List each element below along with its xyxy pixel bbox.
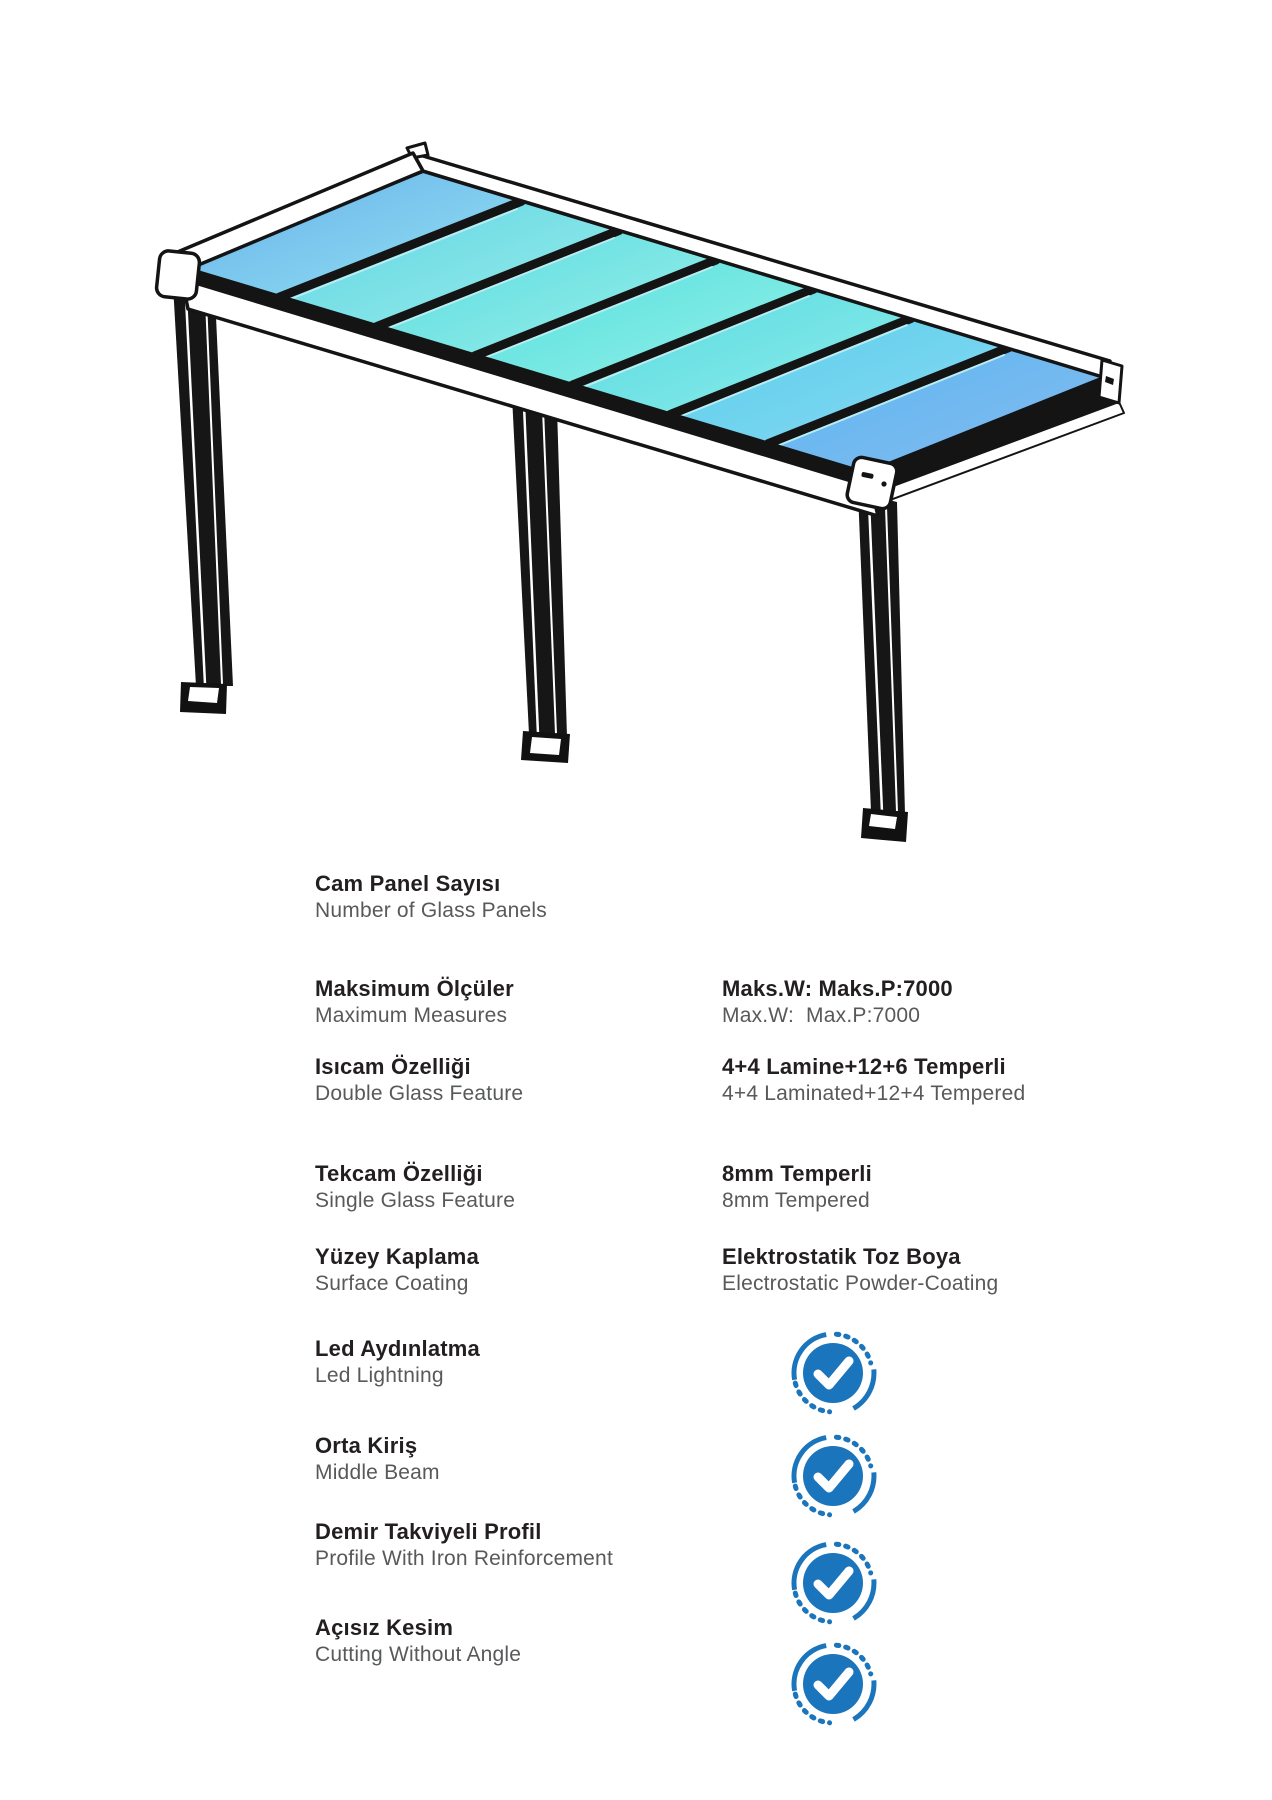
spec-title-tr: Cam Panel Sayısı — [315, 871, 501, 896]
spec-title-en: Profile With Iron Reinforcement — [315, 1547, 613, 1570]
spec-row-double-glass — [315, 1053, 715, 1107]
spec-title-tr: Isıcam Özelliği — [315, 1054, 471, 1079]
spec-title-en: Maximum Measures — [315, 1004, 508, 1027]
spec-title-tr: Led Aydınlatma — [315, 1336, 480, 1361]
spec-title-en: Number of Glass Panels — [315, 899, 547, 922]
spec-value-surface-coating — [722, 1243, 1182, 1297]
spec-title-en: Led Lightning — [315, 1364, 444, 1387]
spec-row-glass-panels — [315, 870, 715, 924]
spec-value-en: 8mm Tempered — [722, 1189, 870, 1212]
spec-title-tr: Maksimum Ölçüler — [315, 976, 514, 1001]
check-badge-icon — [789, 1640, 877, 1728]
check-badge-icon — [789, 1539, 877, 1627]
front-right-joint — [846, 456, 899, 510]
spec-value-en: Max.W: Max.P:7000 — [722, 1004, 921, 1027]
spec-title-tr: Açısız Kesim — [315, 1615, 454, 1640]
spec-value-max-measures — [722, 975, 1182, 1029]
spec-title-en: Single Glass Feature — [315, 1189, 516, 1212]
spec-value-en: 4+4 Laminated+12+4 Tempered — [722, 1082, 1026, 1105]
spec-row-max-measures — [315, 975, 715, 1029]
spec-value-en: Electrostatic Powder-Coating — [722, 1272, 999, 1295]
spec-title-en: Cutting Without Angle — [315, 1643, 522, 1666]
spec-title-tr: Orta Kiriş — [315, 1433, 418, 1458]
spec-value-single-glass — [722, 1160, 1182, 1214]
spec-row-surface-coating — [315, 1243, 715, 1297]
spec-title-tr: Demir Takviyeli Profil — [315, 1519, 542, 1544]
spec-value-tr: 8mm Temperli — [722, 1161, 872, 1186]
spec-title-en: Double Glass Feature — [315, 1082, 524, 1105]
check-badge-icon — [789, 1432, 877, 1520]
spec-title-en: Middle Beam — [315, 1461, 440, 1484]
spec-row-angleless-cut — [315, 1614, 715, 1668]
spec-value-double-glass — [722, 1053, 1182, 1107]
front-left-cap — [156, 250, 201, 300]
spec-value-tr: 4+4 Lamine+12+6 Temperli — [722, 1054, 1006, 1079]
spec-value-tr: Maks.W: Maks.P:7000 — [722, 976, 953, 1001]
spec-title-tr: Yüzey Kaplama — [315, 1244, 480, 1269]
spec-row-middle-beam — [315, 1432, 715, 1486]
spec-row-led — [315, 1335, 715, 1389]
spec-title-tr: Tekcam Özelliği — [315, 1161, 483, 1186]
spec-title-en: Surface Coating — [315, 1272, 469, 1295]
spec-row-single-glass — [315, 1160, 715, 1214]
spec-value-tr: Elektrostatik Toz Boya — [722, 1244, 961, 1269]
check-badge-icon — [789, 1329, 877, 1417]
spec-row-iron-profile — [315, 1518, 715, 1572]
